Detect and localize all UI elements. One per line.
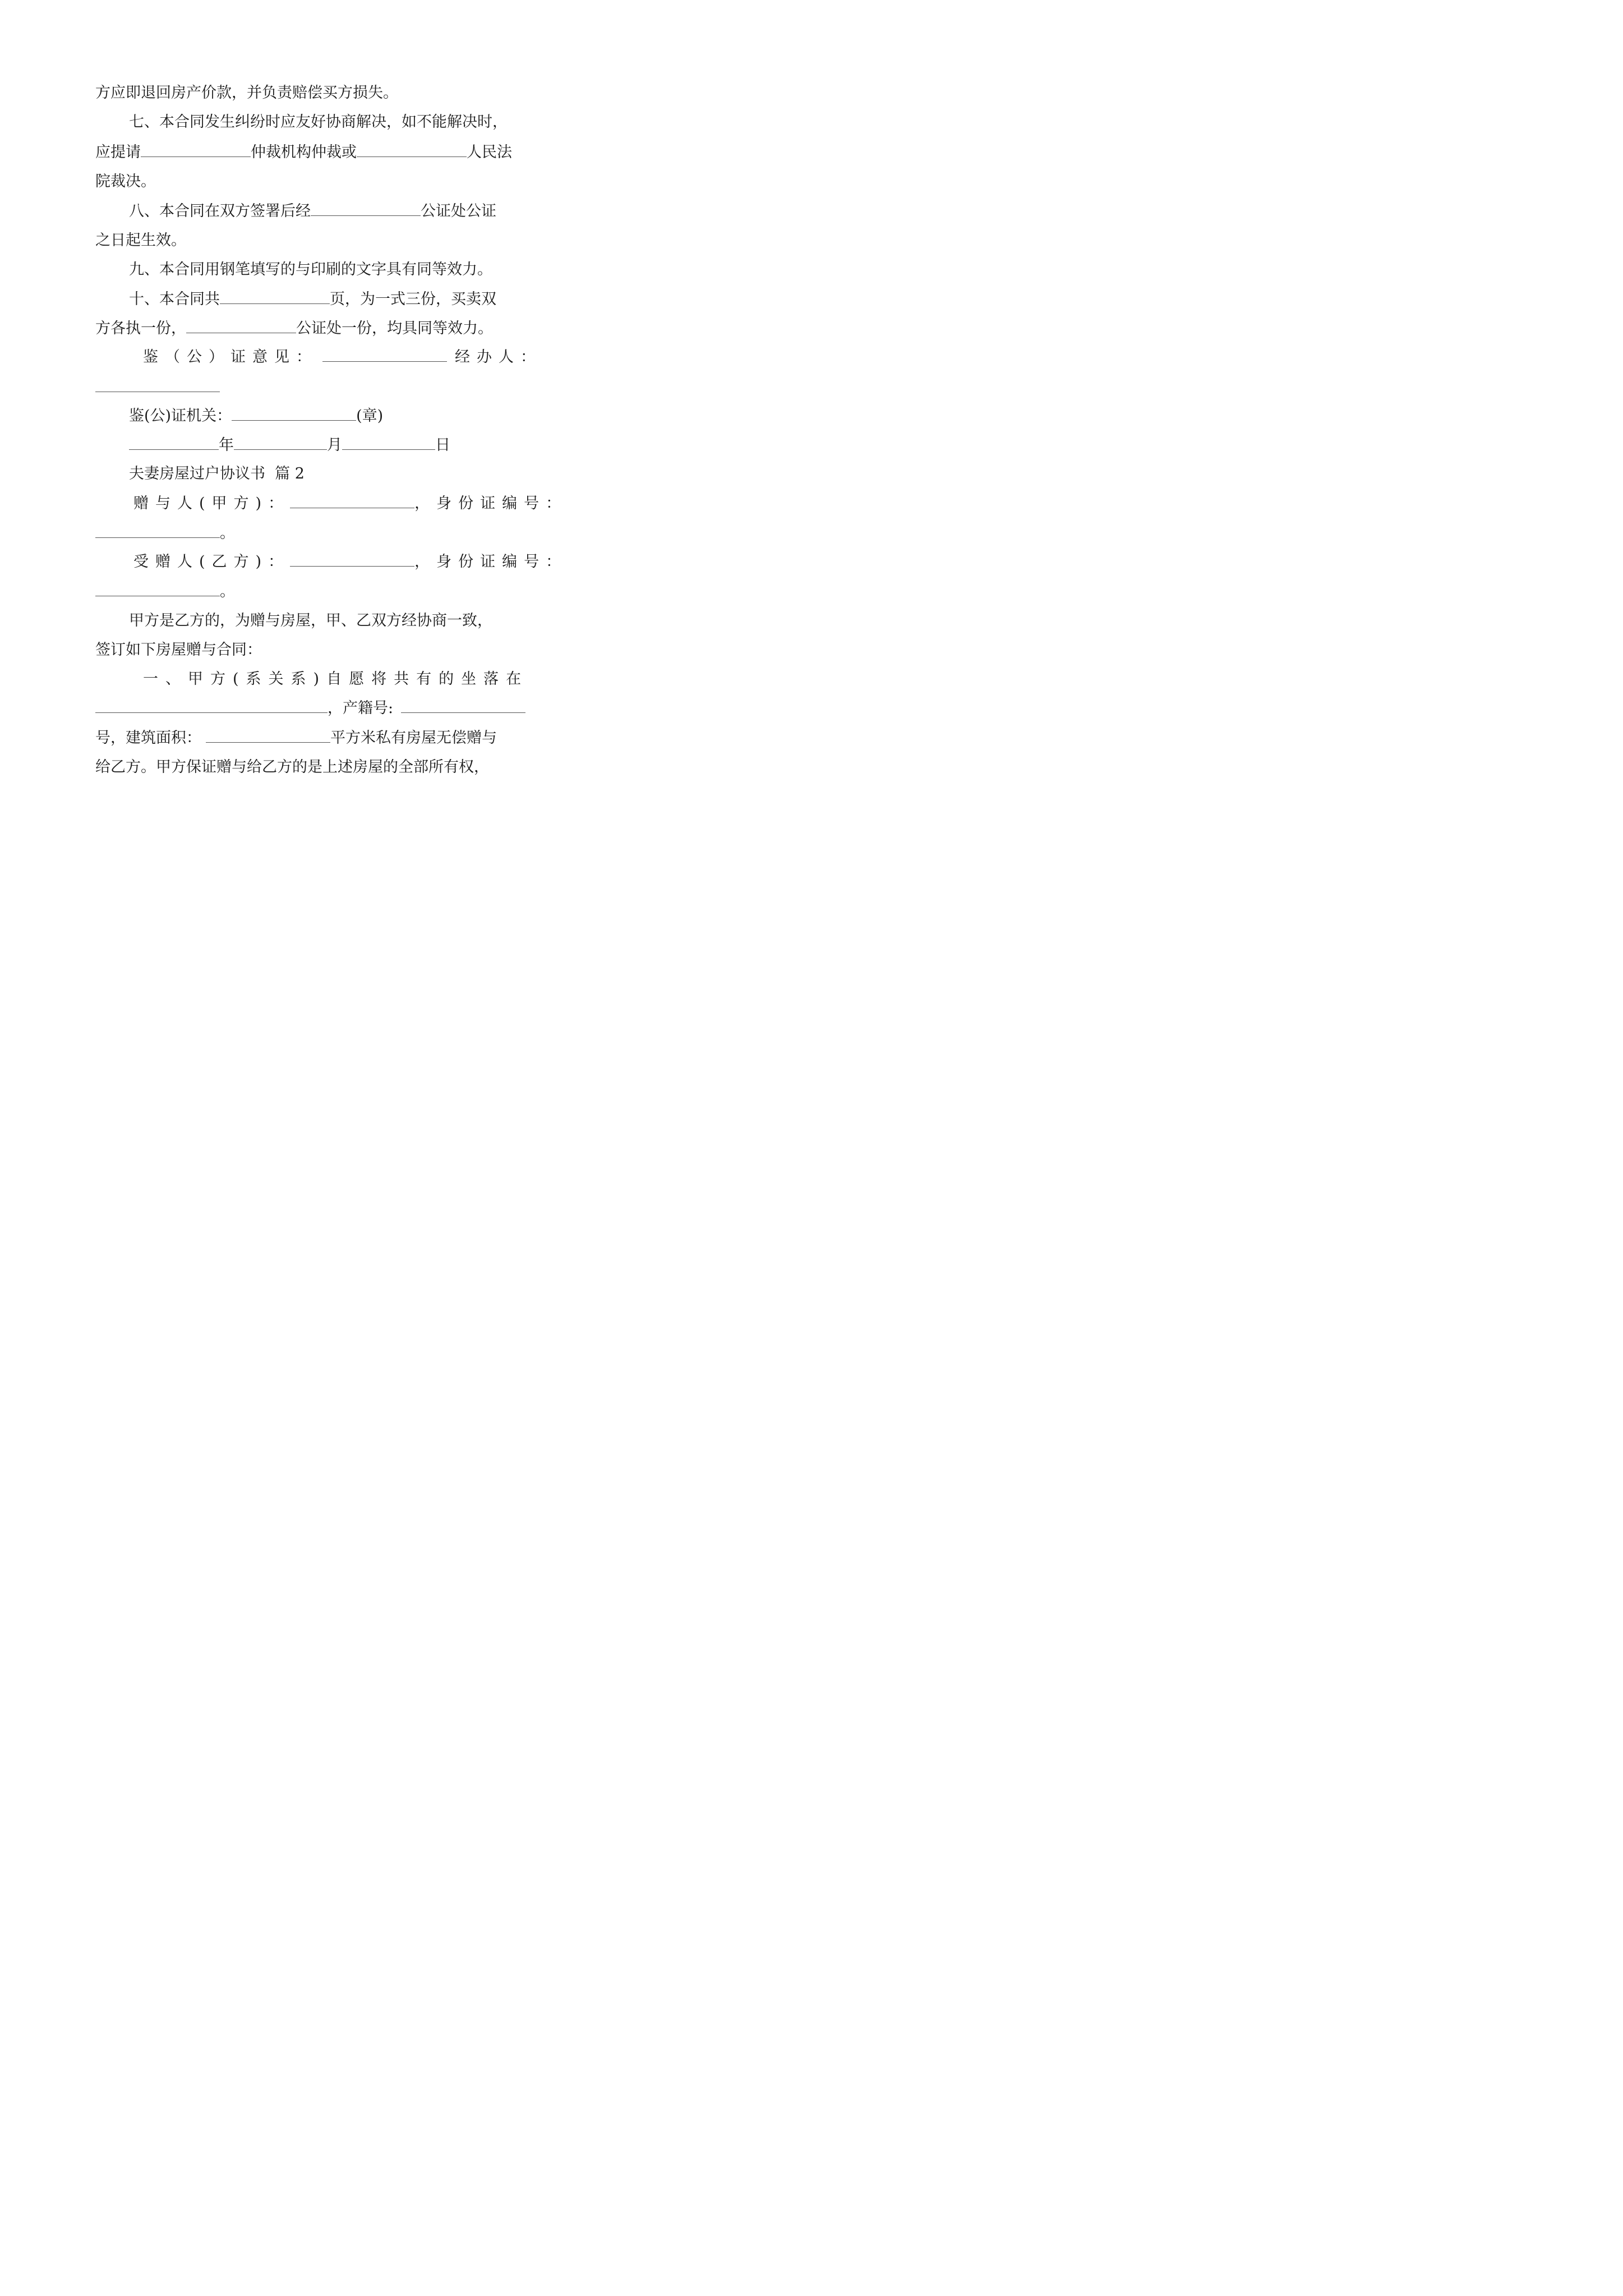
month-label: 月 [327, 436, 342, 454]
text-line: 院裁决。 [95, 173, 156, 190]
text-fragment: 受赠人(乙方)： [133, 553, 291, 570]
blank-field[interactable] [357, 144, 467, 157]
month-blank[interactable] [234, 437, 327, 450]
property-no-blank[interactable] [401, 700, 525, 713]
text-fragment: 八、本合同在双方签署后经 [129, 203, 311, 220]
area-blank[interactable] [206, 730, 330, 743]
text-fragment: 鉴(公)证机关： [129, 407, 232, 425]
text-line: 给乙方。甲方保证赠与给乙方的是上述房屋的全部所有权， [95, 758, 489, 776]
text-fragment: 方各执一份， [95, 320, 186, 337]
signature-line [95, 378, 220, 398]
text-line [95, 523, 235, 544]
text-fragment: 十、本合同共 [129, 291, 220, 308]
text-fragment: (章) [356, 407, 384, 425]
donee-name-blank[interactable] [290, 554, 414, 567]
text-fragment: 人民法 [467, 144, 512, 161]
clause-9: 九、本合同用钢笔填写的与印刷的文字具有同等效力。 [129, 261, 492, 278]
year-label: 年 [219, 436, 234, 454]
donor-id-blank[interactable] [95, 525, 220, 538]
clause-10 [129, 289, 496, 310]
document-page [0, 0, 620, 876]
blank-field[interactable] [220, 291, 330, 304]
text-line: 之日起生效。 [95, 232, 186, 249]
blank-field[interactable] [141, 144, 251, 157]
text-fragment: 应提请 [95, 144, 141, 161]
donor-name-blank[interactable] [290, 495, 414, 508]
section-title: 夫妻房屋过户协议书 篇 2 [129, 465, 305, 482]
day-blank[interactable] [342, 437, 435, 450]
handler-blank[interactable] [95, 379, 220, 392]
blank-field[interactable] [186, 320, 296, 333]
text-line [95, 728, 497, 748]
text-fragment: 平方米私有房屋无偿赠与 [330, 729, 497, 747]
text-fragment: ，产籍号: [328, 700, 394, 717]
office-blank[interactable] [232, 408, 356, 421]
clause-7: 七、本合同发生纠纷时应友好协商解决，如不能解决时， [129, 113, 508, 131]
text-fragment: 页，为一式三份，买卖双 [330, 291, 496, 308]
notary-office-line [129, 406, 383, 426]
clause-8 [129, 201, 496, 222]
opinion-blank[interactable] [322, 349, 447, 362]
preamble: 甲方是乙方的，为赠与房屋，甲、乙双方经协商一致， [129, 612, 492, 629]
text-fragment: 经办人： [455, 348, 542, 366]
year-blank[interactable] [129, 437, 219, 450]
text-fragment: 。 [220, 524, 235, 542]
text-line [95, 582, 235, 602]
text-line [95, 698, 525, 719]
text-fragment: ，身份证编号： [414, 495, 568, 512]
text-fragment: 。 [220, 583, 235, 600]
clause-1: 一、甲方(系关系)自愿将共有的坐落在 [143, 670, 529, 688]
date-line [129, 435, 450, 455]
text-line: 方应即退回房产价款，并负责赔偿买方损失。 [95, 84, 398, 102]
text-line [95, 142, 512, 163]
day-label: 日 [435, 436, 450, 454]
donee-id-blank[interactable] [95, 583, 220, 596]
text-line [95, 319, 493, 339]
notary-opinion-line [143, 347, 542, 367]
text-fragment: 公证处公证 [421, 203, 496, 220]
donor-line [133, 494, 568, 514]
text-fragment: 仲裁机构仲裁或 [251, 144, 357, 161]
text-fragment: ，身份证编号： [414, 553, 568, 570]
text-line: 签订如下房屋赠与合同： [95, 641, 262, 659]
text-fragment: 赠与人(甲方)： [133, 495, 291, 512]
text-fragment: 公证处一份，均具同等效力。 [296, 320, 493, 337]
location-blank[interactable] [95, 700, 328, 713]
text-fragment: 号，建筑面积： [95, 729, 201, 747]
blank-field[interactable] [311, 203, 421, 216]
donee-line [133, 552, 568, 572]
text-fragment: 鉴（公）证意见： [143, 348, 318, 366]
